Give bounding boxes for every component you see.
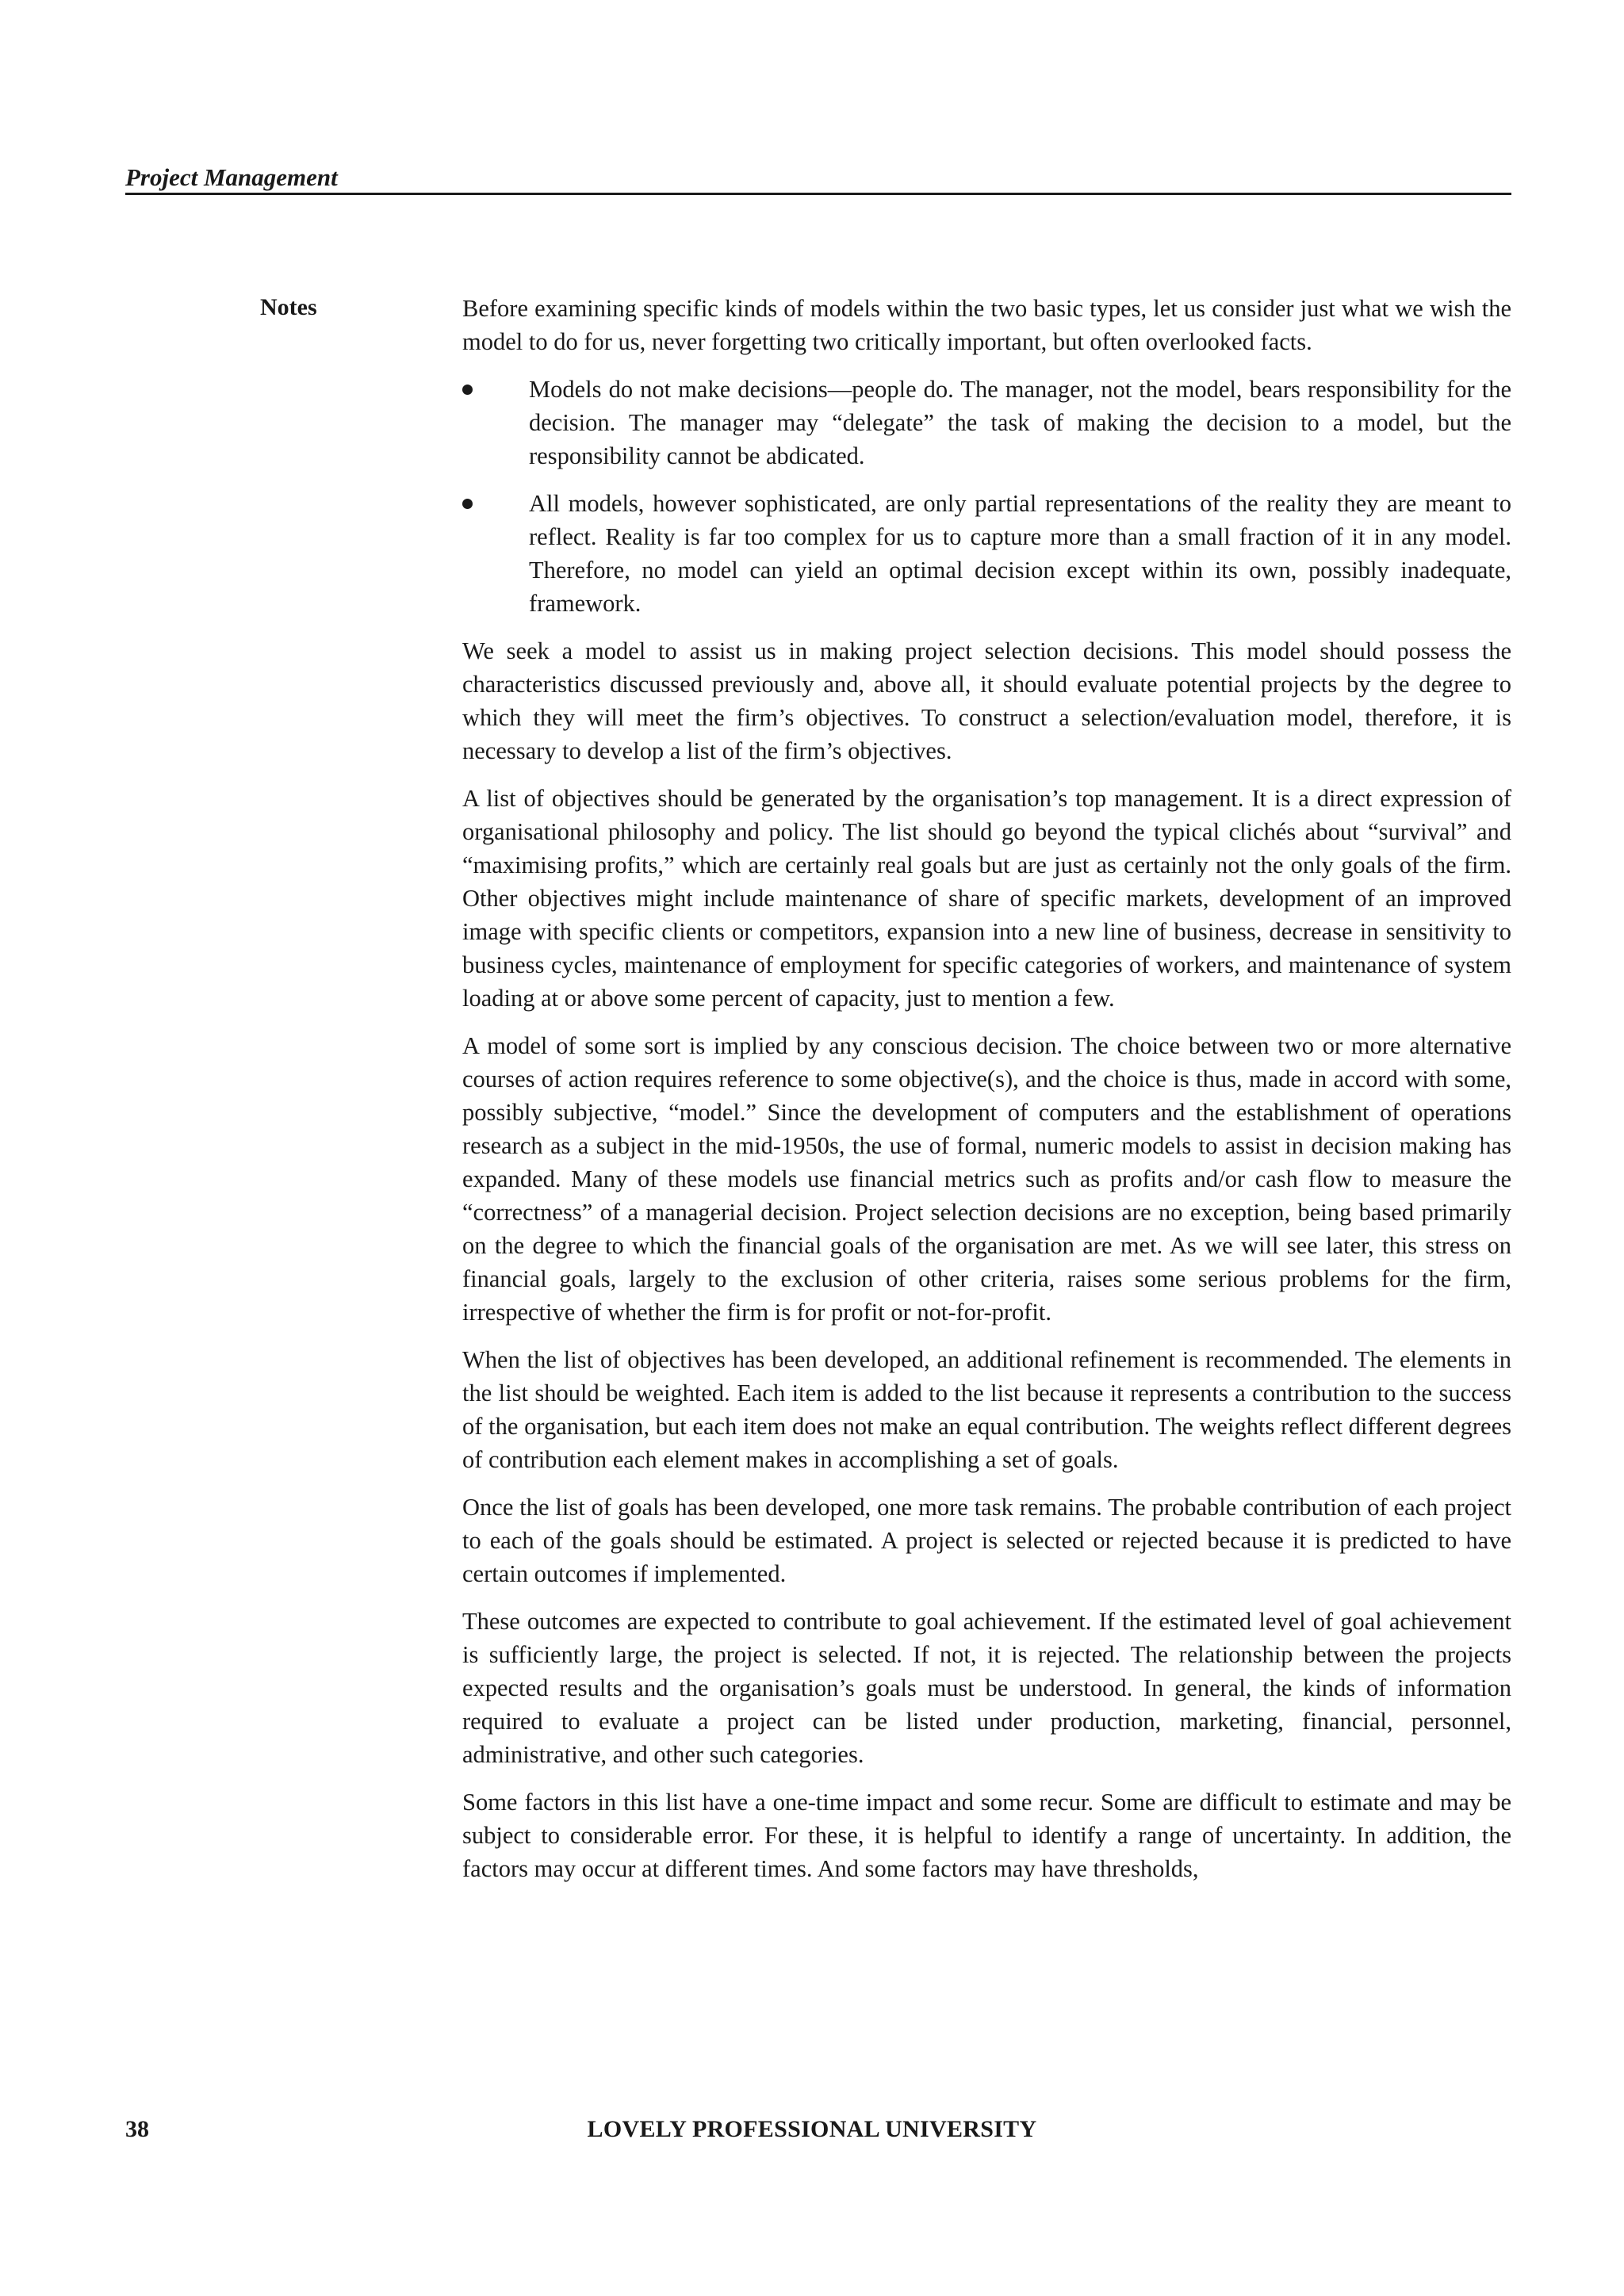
bullet-list xyxy=(462,373,1511,620)
bullet-dot-icon xyxy=(462,499,473,509)
body-paragraph: We seek a model to assist us in making project selection decisions. This model should possess the characteristics discussed previously and, above all, it should evaluate potential projects by the degree to which they will meet the firm’s objectives. To construct a selection/evaluation model, therefore, it is necessary to develop a list of the firm’s objectives. xyxy=(462,637,1511,764)
body-paragraph: Once the list of goals has been developed, one more task remains. The probable contribution of each project to each of the goals should be estimated. A project is selected or rejected because it is predicted to have certain outcomes if implemented. xyxy=(462,1494,1511,1587)
bullet-dot-icon xyxy=(462,385,473,395)
body-paragraph: Some factors in this list have a one-time impact and some recur. Some are difficult to estimate and may be subject to considerable error. For these, it is helpful to identify a range of uncertainty. In addition, the factors may occur at different times. And some factors may have thresholds, xyxy=(462,1789,1511,1882)
bullet-item xyxy=(462,373,1511,473)
footer-university: LOVELY PROFESSIONAL UNIVERSITY xyxy=(587,2116,1037,2142)
main-text xyxy=(462,292,1511,1900)
bullet-item xyxy=(462,487,1511,620)
body-paragraph: When the list of objectives has been developed, an additional refinement is recommended. The elements in the list should be weighted. Each item is added to the list because it represents a contribution to the success of the organisation, but each item does not make an equal contribution. The weights reflect different degrees of contribution each element makes in accomplishing a set of goals. xyxy=(462,1346,1511,1473)
body-paragraph: A list of objectives should be generated by the organisation’s top management. It is a direct expression of organisational philosophy and policy. The list should go beyond the typical clichés about “survival” and “maximising profits,” which are certainly real goals but are just as certainly not the only goals of the firm. Other objectives might include maintenance of share of specific markets, development of an improved image with specific clients or competitors, expansion into a new line of business, decrease in sensitivity to business cycles, maintenance of employment for specific categories of workers, and maintenance of system loading at or above some percent of capacity, just to mention a few. xyxy=(462,785,1511,1012)
notes-margin-label: Notes xyxy=(260,294,317,320)
running-header-title: Project Management xyxy=(125,163,338,191)
body-paragraph: A model of some sort is implied by any conscious decision. The choice between two or more alternative courses of action requires reference to some objective(s), and the choice is thus, made in accord with some, possibly subjective, “model.” Since the development of computers and the establishment of operations research as a subject in the mid-1950s, the use of formal, numeric models to assist in decision making has expanded. Many of these models use financial metrics such as profits and/or cash flow to measure the “correctness” of a managerial decision. Project selection decisions are no exception, being based primarily on the degree to which the financial goals of the organisation are met. As we will see later, this stress on financial goals, largely to the exclusion of other criteria, raises some serious problems for the firm, irrespective of whether the firm is for profit or not-for-profit. xyxy=(462,1032,1511,1326)
page-number: 38 xyxy=(125,2116,149,2142)
bullet-text: All models, however sophisticated, are only partial representations of the reality they are meant to reflect. Reality is far too complex for us to capture more than a small fraction of it in any model. Therefore, no model can yield an optimal decision except within its own, possibly inadequate, framework. xyxy=(529,490,1511,617)
bullet-text: Models do not make decisions—people do. The manager, not the model, bears responsibility for the decision. The manager may “delegate” the task of making the decision to a model, but the responsibility cannot be abdicated. xyxy=(529,376,1511,469)
body-paragraph: These outcomes are expected to contribute to goal achievement. If the estimated level of goal achievement is sufficiently large, the project is selected. If not, it is rejected. The relationship between the projects expected results and the organisation’s goals must be understood. In general, the kinds of information required to evaluate a project can be listed under production, marketing, financial, personnel, administrative, and other such categories. xyxy=(462,1608,1511,1768)
header-rule xyxy=(125,193,1511,195)
intro-paragraph: Before examining specific kinds of models within the two basic types, let us consider just what we wish the model to do for us, never forgetting two critically important, but often overlooked facts. xyxy=(462,295,1511,355)
